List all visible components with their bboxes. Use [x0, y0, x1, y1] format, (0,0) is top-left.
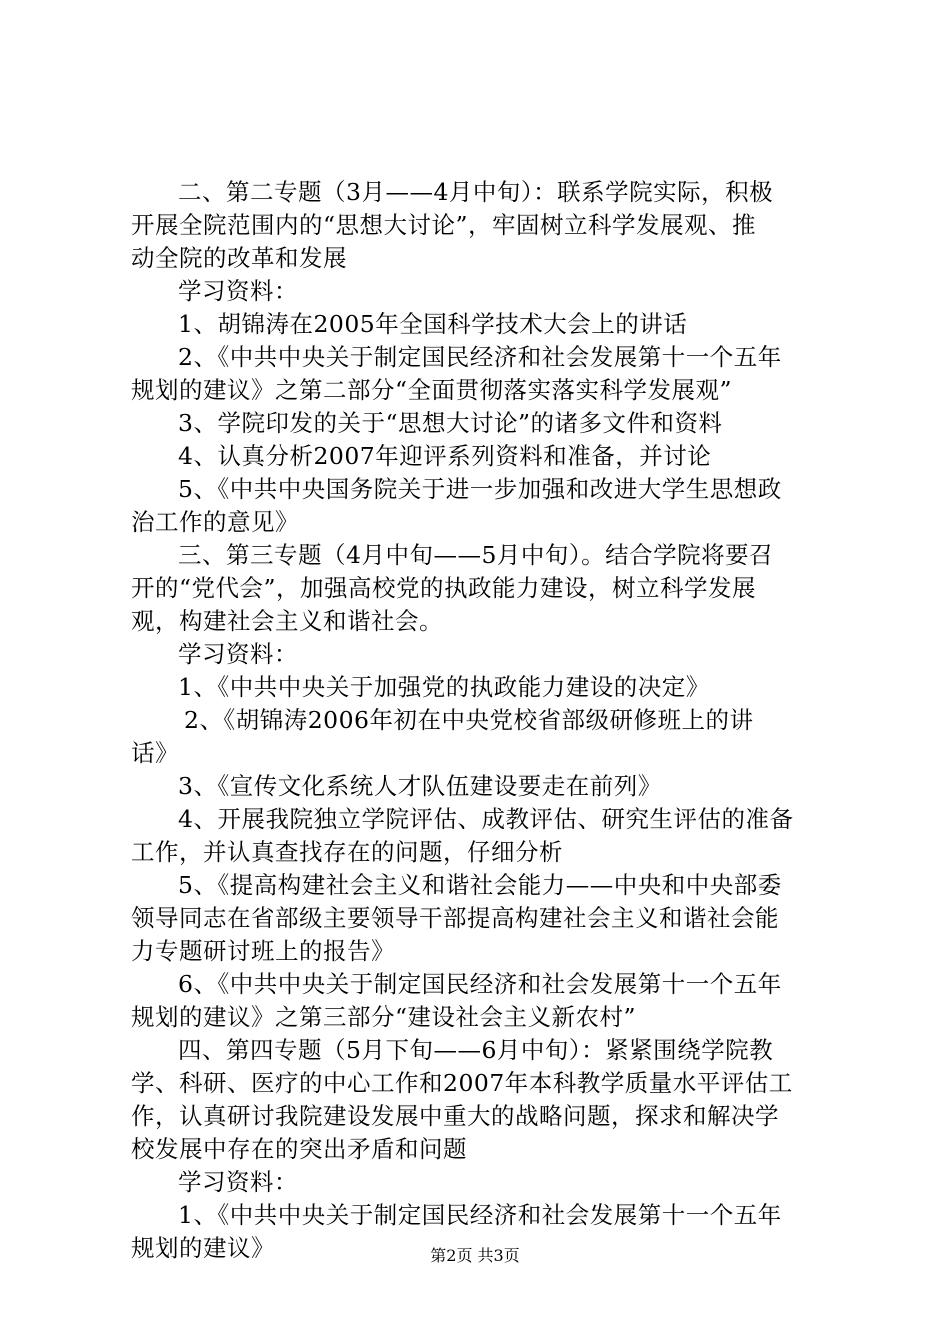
- text-line: 3、《宣传文化系统人才队伍建设要走在前列》: [178, 772, 662, 800]
- text-line: 作，认真研讨我院建设发展中重大的战略问题，探求和解决学: [131, 1102, 779, 1130]
- text-line: 校发展中存在的突出矛盾和问题: [131, 1135, 467, 1163]
- text-line: 开展全院范围内的“思想大讨论”，牢固树立科学发展观、推: [131, 211, 757, 239]
- text-line: 开的“党代会”，加强高校党的执政能力建设，树立科学发展: [131, 574, 757, 602]
- text-line: 力专题研讨班上的报告》: [131, 937, 395, 965]
- text-line: 1、胡锦涛在2005年全国科学技术大会上的讲话: [178, 310, 688, 338]
- page-footer: 第2页 共3页: [430, 1246, 520, 1265]
- text-line: 规划的建议》之第三部分“建设社会主义新农村”: [131, 1003, 637, 1031]
- text-line: 二、第二专题（3月——4月中旬）：联系学院实际，积极: [178, 178, 774, 206]
- text-line: 规划的建议》: [131, 1234, 275, 1262]
- text-line: 1、《中共中央关于加强党的执政能力建设的决定》: [178, 673, 710, 701]
- text-line: 4、认真分析2007年迎评系列资料和准备，并讨论: [178, 442, 712, 470]
- text-line: 6、《中共中央关于制定国民经济和社会发展第十一个五年: [178, 970, 782, 998]
- text-line: 规划的建议》之第二部分“全面贯彻落实落实科学发展观”: [131, 376, 733, 404]
- text-line: 三、第三专题（4月中旬——5月中旬）。结合学院将要召: [178, 541, 774, 569]
- text-line: 5、《中共中央国务院关于进一步加强和改进大学生思想政: [178, 475, 782, 503]
- text-line: 5、《提高构建社会主义和谐社会能力——中央和中央部委: [178, 871, 782, 899]
- text-line: 3、学院印发的关于“思想大讨论”的诸多文件和资料: [178, 409, 723, 437]
- text-line: 学、科研、医疗的中心工作和2007年本科教学质量水平评估工: [131, 1069, 793, 1097]
- text-line: 四、第四专题（5月下旬——6月中旬）：紧紧围绕学院教: [178, 1036, 774, 1064]
- text-line: 观，构建社会主义和谐社会。: [131, 607, 443, 635]
- text-line: 领导同志在省部级主要领导干部提高构建社会主义和谐社会能: [131, 904, 779, 932]
- text-line: 治工作的意见》: [131, 508, 299, 536]
- text-line: 4、开展我院独立学院评估、成教评估、研究生评估的准备: [178, 805, 794, 833]
- text-line: 2、《中共中央关于制定国民经济和社会发展第十一个五年: [178, 343, 782, 371]
- text-line: 话》: [131, 739, 179, 767]
- text-line: 学习资料：: [178, 640, 298, 668]
- text-line: 1、《中共中央关于制定国民经济和社会发展第十一个五年: [178, 1201, 782, 1229]
- text-line: 学习资料：: [178, 1168, 298, 1196]
- text-line: 2、《胡锦涛2006年初在中央党校省部级研修班上的讲: [184, 706, 754, 734]
- text-line: 工作，并认真查找存在的问题，仔细分析: [131, 838, 563, 866]
- text-line: 动全院的改革和发展: [131, 244, 347, 272]
- text-line: 学习资料：: [178, 277, 298, 305]
